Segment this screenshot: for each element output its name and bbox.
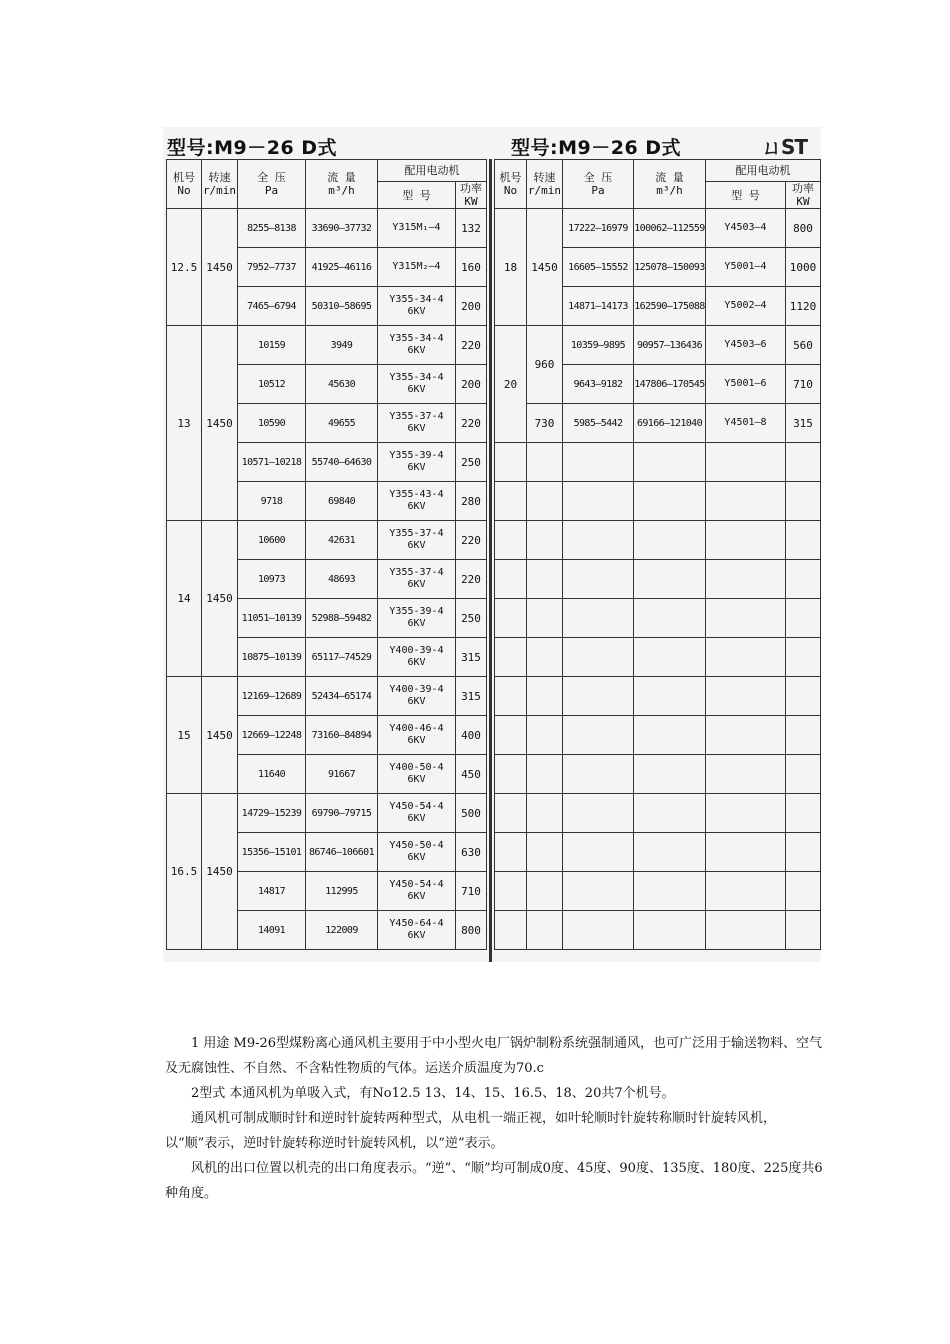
empty-row	[495, 443, 821, 482]
pressure: 17222—16979	[563, 209, 634, 248]
pressure: 14729—15239	[238, 794, 306, 833]
speed: 1450	[202, 677, 238, 794]
motor-model: Y4503—6	[706, 326, 786, 365]
flow: 86746—106601	[306, 833, 378, 872]
power: 800	[456, 911, 487, 950]
power: 800	[786, 209, 821, 248]
machine-no: 14	[167, 521, 202, 677]
col-header-model: 型 号	[378, 182, 456, 209]
table-row	[167, 521, 487, 560]
motor-model: Y355-43-4 6KV	[378, 482, 456, 521]
pressure: 8255—8138	[238, 209, 306, 248]
power: 1000	[786, 248, 821, 287]
power: 200	[456, 287, 487, 326]
pressure: 12169—12689	[238, 677, 306, 716]
flow: 55740—64630	[306, 443, 378, 482]
machine-no: 20	[495, 326, 527, 443]
machine-no: 13	[167, 326, 202, 521]
flow: 41925—46116	[306, 248, 378, 287]
flow: 50310—58695	[306, 287, 378, 326]
table-row	[167, 326, 487, 365]
flow: 49655	[306, 404, 378, 443]
pressure: 14871—14173	[563, 287, 634, 326]
motor-model: Y355-34-4 6KV	[378, 326, 456, 365]
desc-paragraph: 风机的出口位置以机壳的出口角度表示。“逆”、“顺”均可制成0度、45度、90度、135度、180度、225度共6种角度。	[165, 1161, 823, 1201]
col-header-power: 功率 KW	[786, 182, 821, 209]
brand-logo: ㄩST	[761, 135, 807, 159]
power: 1120	[786, 287, 821, 326]
flow: 45630	[306, 365, 378, 404]
table-row	[167, 209, 487, 248]
description	[165, 1031, 825, 1206]
flow: 52988—59482	[306, 599, 378, 638]
power: 220	[456, 404, 487, 443]
pressure: 7465—6794	[238, 287, 306, 326]
pressure: 10875—10139	[238, 638, 306, 677]
motor-model: Y315M₂—4	[378, 248, 456, 287]
empty-row	[495, 716, 821, 755]
col-header-speed: 转速 r/min	[202, 160, 238, 209]
power: 160	[456, 248, 487, 287]
power: 220	[456, 326, 487, 365]
flow: 33690—37732	[306, 209, 378, 248]
pressure: 15356—15101	[238, 833, 306, 872]
motor-model: Y5001—6	[706, 365, 786, 404]
speed: 1450	[527, 209, 563, 326]
motor-model: Y400-50-4 6KV	[378, 755, 456, 794]
power: 400	[456, 716, 487, 755]
motor-model: Y400-39-4 6KV	[378, 638, 456, 677]
motor-model: Y4501—8	[706, 404, 786, 443]
motor-model: Y355-37-4 6KV	[378, 560, 456, 599]
col-header-no: 机号 No	[495, 160, 527, 209]
empty-row	[495, 911, 821, 950]
col-header-flow: 流 量 m³/h	[306, 160, 378, 209]
speed: 960	[527, 326, 563, 404]
empty-row	[495, 872, 821, 911]
flow: 52434—65174	[306, 677, 378, 716]
motor-model: Y355-39-4 6KV	[378, 599, 456, 638]
pressure: 10973	[238, 560, 306, 599]
empty-row	[495, 677, 821, 716]
power: 315	[456, 677, 487, 716]
flow: 162590—175088	[634, 287, 706, 326]
motor-model: Y5001—4	[706, 248, 786, 287]
col-header-pressure: 全 压 Pa	[238, 160, 306, 209]
table-row	[495, 326, 821, 365]
pressure: 10159	[238, 326, 306, 365]
motor-model: Y355-37-4 6KV	[378, 521, 456, 560]
empty-row	[495, 833, 821, 872]
desc-paragraph: 2型式 本通风机为单吸入式，有No12.5 13、14、15、16.5、18、20共7个机号。	[191, 1086, 675, 1101]
power: 315	[786, 404, 821, 443]
power: 220	[456, 560, 487, 599]
machine-no: 18	[495, 209, 527, 326]
pressure: 14817	[238, 872, 306, 911]
table-row	[495, 404, 821, 443]
right-spec-table	[494, 159, 821, 950]
col-header-no: 机号 No	[167, 160, 202, 209]
desc-paragraph: 1 用途 M9-26型煤粉离心通风机主要用于中小型火电厂锅炉制粉系统强制通风，也可广泛用于输送物料、空气及无腐蚀性、不自然、不含粘性物质的气体。运送介质温度为70.c	[165, 1036, 823, 1076]
motor-model: Y450-50-4 6KV	[378, 833, 456, 872]
motor-model: Y450-54-4 6KV	[378, 872, 456, 911]
power: 220	[456, 521, 487, 560]
col-header-pressure: 全 压 Pa	[563, 160, 634, 209]
empty-row	[495, 599, 821, 638]
pressure: 16605—15552	[563, 248, 634, 287]
speed: 730	[527, 404, 563, 443]
power: 132	[456, 209, 487, 248]
desc-paragraph: 通风机可制成顺时针和逆时针旋转两种型式，从电机一端正视，如叶轮顺时针旋转称顺时针旋转风机，以“顺”表示，逆时针旋转称逆时针旋转风机，以“逆”表示。	[165, 1111, 777, 1151]
pressure: 10512	[238, 365, 306, 404]
power: 500	[456, 794, 487, 833]
left-table-title: 型号:M9－26 D式	[167, 137, 338, 159]
machine-no: 15	[167, 677, 202, 794]
motor-model: Y450-54-4 6KV	[378, 794, 456, 833]
pressure: 9718	[238, 482, 306, 521]
flow: 122009	[306, 911, 378, 950]
power: 280	[456, 482, 487, 521]
table-row	[167, 677, 487, 716]
power: 250	[456, 599, 487, 638]
motor-model: Y355-37-4 6KV	[378, 404, 456, 443]
power: 560	[786, 326, 821, 365]
flow: 3949	[306, 326, 378, 365]
flow: 69166—121040	[634, 404, 706, 443]
speed: 1450	[202, 794, 238, 950]
motor-model: Y355-39-4 6KV	[378, 443, 456, 482]
power: 250	[456, 443, 487, 482]
empty-row	[495, 521, 821, 560]
col-header-flow: 流 量 m³/h	[634, 160, 706, 209]
col-header-model: 型 号	[706, 182, 786, 209]
left-spec-table	[166, 159, 487, 950]
pressure: 9643—9182	[563, 365, 634, 404]
col-header-speed: 转速 r/min	[527, 160, 563, 209]
flow: 147806—170545	[634, 365, 706, 404]
empty-row	[495, 794, 821, 833]
flow: 69790—79715	[306, 794, 378, 833]
motor-model: Y4503—4	[706, 209, 786, 248]
power: 710	[456, 872, 487, 911]
right-table-title: 型号:M9－26 D式	[511, 137, 682, 159]
power: 450	[456, 755, 487, 794]
pressure: 5985—5442	[563, 404, 634, 443]
col-header-motor: 配用电动机	[378, 160, 487, 182]
motor-model: Y315M₁—4	[378, 209, 456, 248]
empty-row	[495, 560, 821, 599]
pressure: 10359—9895	[563, 326, 634, 365]
flow: 125078—150093	[634, 248, 706, 287]
pressure: 11640	[238, 755, 306, 794]
power: 200	[456, 365, 487, 404]
motor-model: Y450-64-4 6KV	[378, 911, 456, 950]
speed: 1450	[202, 326, 238, 521]
empty-row	[495, 755, 821, 794]
flow: 48693	[306, 560, 378, 599]
speed: 1450	[202, 209, 238, 326]
col-header-power: 功率 KW	[456, 182, 487, 209]
power: 630	[456, 833, 487, 872]
flow: 112995	[306, 872, 378, 911]
empty-row	[495, 638, 821, 677]
pressure: 12669—12248	[238, 716, 306, 755]
motor-model: Y400-46-4 6KV	[378, 716, 456, 755]
power: 315	[456, 638, 487, 677]
pressure: 10590	[238, 404, 306, 443]
table-divider	[489, 159, 492, 962]
pressure: 7952—7737	[238, 248, 306, 287]
table-row	[495, 209, 821, 248]
pressure: 11051—10139	[238, 599, 306, 638]
flow: 65117—74529	[306, 638, 378, 677]
pressure: 14091	[238, 911, 306, 950]
motor-model: Y5002—4	[706, 287, 786, 326]
flow: 100062—112559	[634, 209, 706, 248]
col-header-motor: 配用电动机	[706, 160, 821, 182]
flow: 42631	[306, 521, 378, 560]
motor-model: Y355-34-4 6KV	[378, 287, 456, 326]
pressure: 10600	[238, 521, 306, 560]
machine-no: 16.5	[167, 794, 202, 950]
flow: 91667	[306, 755, 378, 794]
spec-table-image	[163, 127, 821, 962]
motor-model: Y400-39-4 6KV	[378, 677, 456, 716]
flow: 69840	[306, 482, 378, 521]
table-row	[167, 794, 487, 833]
motor-model: Y355-34-4 6KV	[378, 365, 456, 404]
flow: 73160—84894	[306, 716, 378, 755]
pressure: 10571—10218	[238, 443, 306, 482]
flow: 90957—136436	[634, 326, 706, 365]
machine-no: 12.5	[167, 209, 202, 326]
empty-row	[495, 482, 821, 521]
speed: 1450	[202, 521, 238, 677]
power: 710	[786, 365, 821, 404]
